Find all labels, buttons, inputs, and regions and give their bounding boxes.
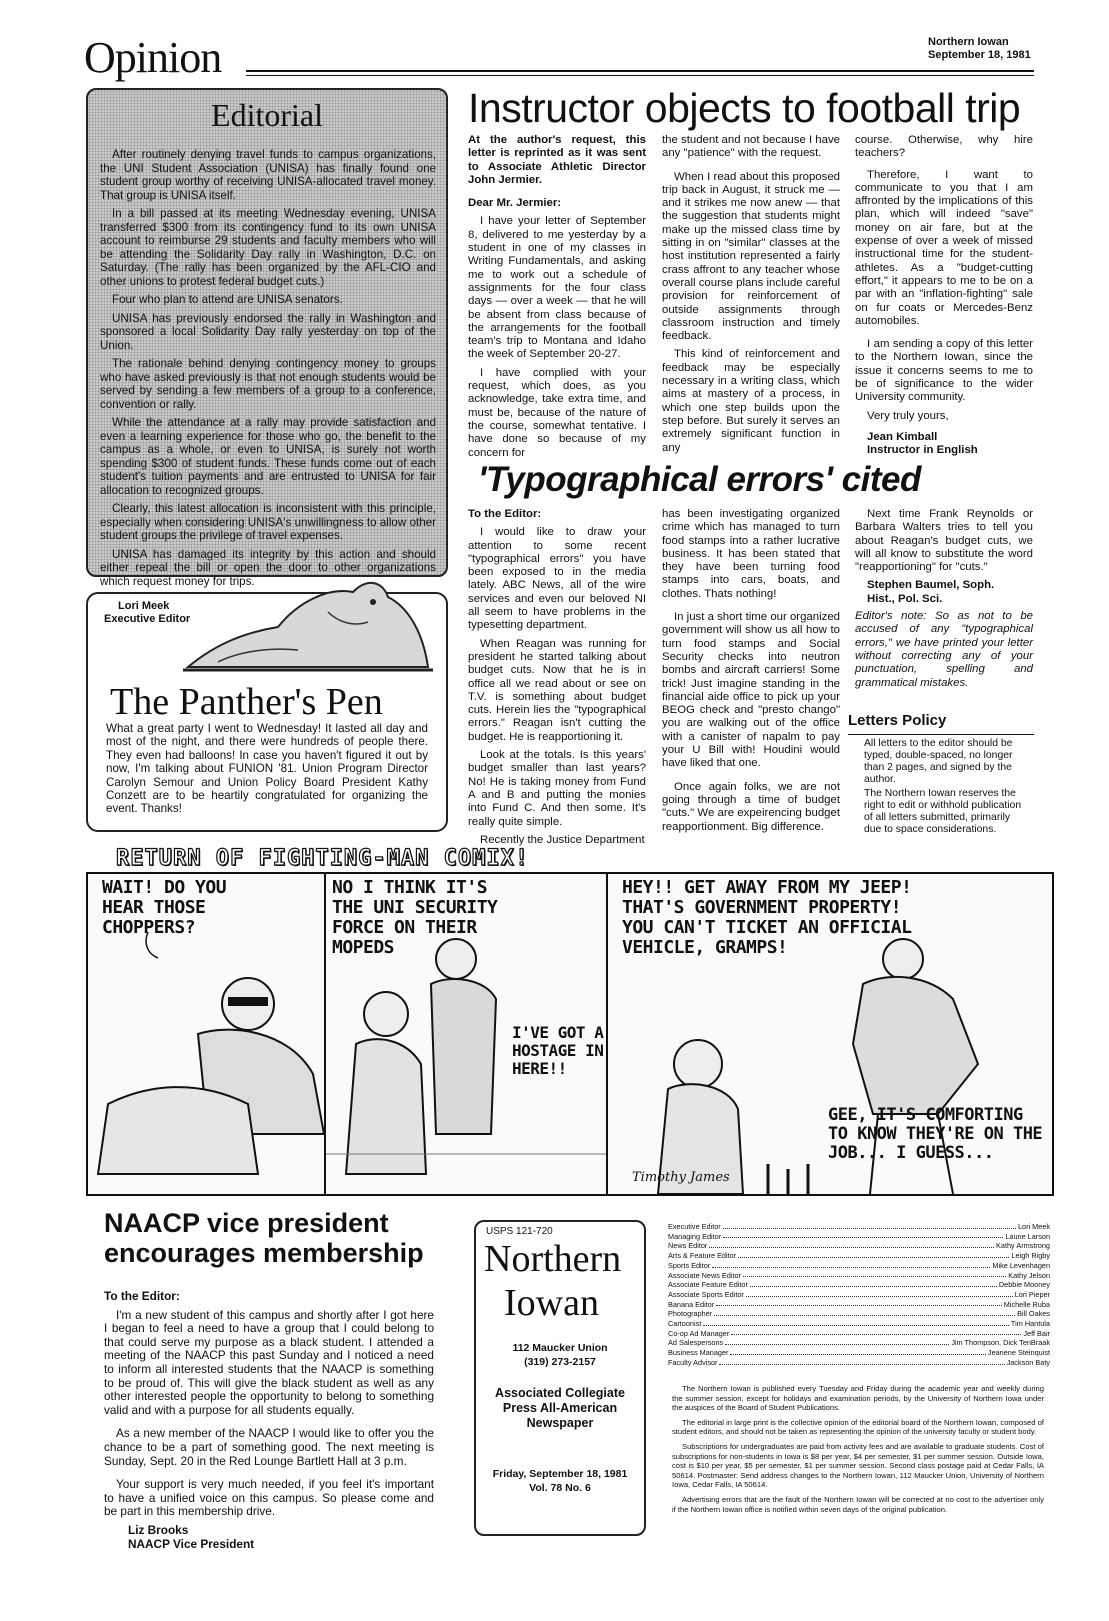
football-signature-title: Instructor in English bbox=[867, 444, 978, 457]
staff-role: Associate Feature Editor bbox=[668, 1280, 748, 1290]
panther-text: What a great party I went to Wednesday! It lasted all day and most of the night, and there were hundreds of people there. They even had balloons! In case you haven't figured it out by now, I'm talking about FUNION '81. Union Program Director Carolyn Semour and Union Policy Board President Kathy Conzett are to be heartily congratulated for organizing the event. Thanks! bbox=[106, 722, 428, 816]
football-intro: At the author's request, this letter is reprinted as it was sent to Associate Athletic Director John Jermier. bbox=[468, 134, 646, 186]
typo-paragraph: In just a short time our organized government will show us all how to turn food stamps and Social Security checks into neutron bombs and aircraft carriers! Some trick! Just imagine standing in the financial aide office to pick up your BEOG check and "presto chango" you are walking out of the office with a canister of napalm to pay your U Bill with! Houdini would have liked that one. bbox=[662, 611, 840, 770]
letters-policy-text-2: The Northern Iowan reserves the right to edit or withhold publication of all letters submitted, primarily due to space considerations. bbox=[864, 788, 1022, 835]
football-signature-name: Jean Kimball bbox=[867, 430, 938, 443]
typo-signature-name: Stephen Baumel, Soph. bbox=[867, 579, 995, 592]
staff-leader-dots bbox=[743, 1271, 1006, 1278]
comic-panel-1-speech: WAIT! DO YOU HEAR THOSE CHOPPERS? bbox=[102, 877, 227, 938]
comic-panel-3-speech: HEY!! GET AWAY FROM MY JEEP! THAT'S GOVERNMENT PROPERTY! YOU CAN'T TICKET AN OFFICIAL VEHICLE, GRAMPS! bbox=[622, 877, 912, 958]
staff-role: Associate News Editor bbox=[668, 1270, 741, 1280]
staff-name: Kathy Jelson bbox=[1008, 1270, 1050, 1280]
football-paragraph: the student and not because I have any "patience" with the request. bbox=[662, 134, 840, 160]
staff-role: Associate Sports Editor bbox=[668, 1289, 744, 1299]
panther-title: The Panther's Pen bbox=[110, 681, 383, 723]
staff-role: Cartoonist bbox=[668, 1319, 702, 1329]
editorial-paragraph: UNISA has previously endorsed the rally in Washington and sponsored a local Solidarity Day rally yesterday on top of the Union. bbox=[100, 311, 436, 352]
typo-column-3 bbox=[855, 508, 1033, 695]
staff-row bbox=[668, 1271, 1050, 1281]
staff-row bbox=[668, 1261, 1050, 1271]
masthead-issue-date: Friday, September 18, 1981 bbox=[492, 1468, 628, 1480]
staff-leader-dots bbox=[703, 1319, 1009, 1326]
football-paragraph: Therefore, I want to communicate to you that I am affronted by the implications of this plan, which will indeed "save" money on air fare, but at the expense of over a week of missed instructional time for the student-athletes. As a "budget-cutting effort," it appears to me to be on a par with an "inflation-fighting" sale on fur coats or Mercedes-Benz automobiles. bbox=[855, 168, 1033, 327]
staff-role: Executive Editor bbox=[668, 1222, 721, 1231]
staff-name: Bill Oakes bbox=[1017, 1309, 1050, 1319]
staff-role: News Editor bbox=[668, 1241, 708, 1251]
comic-artist-signature: Timothy James bbox=[632, 1170, 730, 1185]
typo-editors-note: Editor's note: So as not to be accused of any "typographical errors," we have printed your letter without correcting any of your punctuation, spelling and grammatical mistakes. bbox=[855, 610, 1033, 689]
publication-note: Subscriptions for undergraduates are paid from activity fees and are available to graduate students. Cost of subscriptions for non-students in Iowa is $8 per year, $4 per semester, $1 per summer session. Outside Iowa, cost is $10 per year, $5 per semester, $1 per summer session. Second class postage paid at Cedar Falls, IA 50614. Postmaster: Send address changes to the Northern Iowan, 112 Maucker Union, University of Northern Iowa, Cedar Falls, IA 50614. bbox=[672, 1441, 1044, 1490]
publication-note: Advertising errors that are the fault of the Northern Iowan will be corrected at no cost to the advertiser only if the Northern Iowan office is notified within seven days of the original publication. bbox=[672, 1494, 1044, 1514]
staff-leader-dots bbox=[723, 1222, 1016, 1229]
typo-paragraph: Once again folks, we are not going through a time of budget "cuts." We are expeirencing budget reapportionment. Big difference. bbox=[662, 780, 840, 833]
staff-role: Arts & Feature Editor bbox=[668, 1251, 737, 1261]
editorial-title: Editorial bbox=[211, 97, 323, 133]
staff-name: Laurie Larson bbox=[1005, 1231, 1050, 1241]
staff-role: Ad Salespersons bbox=[668, 1338, 724, 1348]
staff-list bbox=[668, 1222, 1050, 1368]
naacp-paragraph: Your support is very much needed, if you feel it's important to have a unified voice on this campus. So please come and be part in this membership drive. bbox=[104, 1477, 434, 1519]
staff-leader-dots bbox=[719, 1358, 1004, 1365]
typo-paragraph: Look at the totals. Is this years' budget smaller than last years? No! He is taking money from Fund A and B and putting the monies into Fund C. And then some. It's really quite simple. bbox=[468, 749, 646, 828]
editorial-paragraph: Clearly, this latest allocation is inconsistent with this principle, especially when considering UNISA's unwillingness to allow other student groups the privilege of travel expenses. bbox=[100, 502, 436, 542]
staff-name: Jeanene Steinquist bbox=[987, 1348, 1050, 1358]
staff-row bbox=[668, 1280, 1050, 1290]
typo-paragraph: When Reagan was running for president he started talking about budget cuts. Now that he is in office all we read about or see on T.V. is something about budget cuts. Herein lies the "typographical errors." Reagan isn't cutting the budget. He is reapportioning it. bbox=[468, 637, 646, 743]
panther-illustration bbox=[178, 572, 438, 682]
staff-leader-dots bbox=[746, 1290, 1013, 1297]
football-paragraph: I am sending a copy of this letter to the Northern Iowan, since the issue it concerns seems to me to be of significance to the wider University community. bbox=[855, 338, 1033, 404]
typo-paragraph: Next time Frank Reynolds or Barbara Walters tries to tell you about Reagan's budget cuts, we will all know to substitute the word "reapportioning" for "cuts." bbox=[855, 508, 1033, 574]
editorial-body bbox=[100, 148, 436, 593]
editorial-paragraph: Four who plan to attend are UNISA senators. bbox=[112, 293, 343, 306]
letters-policy-text-1: All letters to the editor should be typed, double-spaced, no longer than 2 pages, and signed by the author. bbox=[864, 738, 1013, 785]
football-paragraph: This kind of reinforcement and feedback may be especially necessary in a writing class, which aims at mastery of a process, in which one step builds upon the step before. But surely it serves an extremely significant function in any bbox=[662, 348, 840, 454]
staff-role: Banana Editor bbox=[668, 1299, 715, 1309]
masthead-affiliation: Associated Collegiate Press All-American Newspaper bbox=[495, 1386, 625, 1430]
staff-role: Sports Editor bbox=[668, 1260, 711, 1270]
masthead-phone: (319) 273-2157 bbox=[524, 1356, 596, 1368]
staff-row bbox=[668, 1348, 1050, 1358]
masthead-usps: USPS 121-720 bbox=[486, 1226, 553, 1237]
comic-panel-1 bbox=[86, 872, 326, 1196]
header-rule-thin bbox=[246, 75, 1034, 76]
naacp-paragraph: I'm a new student of this campus and shortly after I got here I began to feel a need to have a group that I could belong to that could serve my purpose as a black student. I attended a meeting of the NAACP this past Sunday and I noticed a need to inform all interested students that the NAACP is something to be proud of. This will give the black student as well as any other interested people the opportunity to belong to something valid and with a purpose for all students equally. bbox=[104, 1307, 434, 1417]
comic-panel-3 bbox=[606, 872, 1054, 1196]
editorial-paragraph: The rationale behind denying contingency money to groups who have asked previously is that not enough students would be served by sending a few members of a group to a conference, convention or rally. bbox=[100, 357, 436, 411]
staff-row bbox=[668, 1329, 1050, 1339]
staff-leader-dots bbox=[730, 1348, 985, 1355]
football-column-3 bbox=[855, 134, 1033, 458]
typo-column-1 bbox=[468, 508, 646, 852]
staff-leader-dots bbox=[709, 1241, 994, 1248]
staff-name: Jackson Baty bbox=[1006, 1357, 1050, 1367]
staff-leader-dots bbox=[714, 1309, 1015, 1316]
header-date: September 18, 1981 bbox=[928, 49, 1031, 61]
comic-panel-2-speech: NO I THINK IT'S THE UNI SECURITY FORCE ON THEIR MOPEDS bbox=[332, 877, 498, 958]
staff-row bbox=[668, 1300, 1050, 1310]
publication-notes bbox=[672, 1384, 1044, 1514]
panther-byline-role: Executive Editor bbox=[104, 613, 191, 625]
letters-policy-box bbox=[848, 706, 1034, 836]
staff-name: Leigh Rigby bbox=[1011, 1251, 1050, 1261]
naacp-to: To the Editor: bbox=[104, 1289, 180, 1303]
naacp-signature-name: Liz Brooks bbox=[128, 1522, 189, 1537]
typo-paragraph: Recently the Justice Department bbox=[480, 833, 645, 846]
masthead-name-line-1: Northern bbox=[484, 1238, 622, 1280]
publication-note: The editorial in large print is the collective opinion of the editorial board of the Northern Iowan, composed of student editors, and should not be taken as representing the opinion of the university faculty or student body. bbox=[672, 1417, 1044, 1437]
masthead-box bbox=[474, 1220, 646, 1536]
naacp-headline: NAACP vice president encourages membership bbox=[104, 1208, 424, 1268]
staff-name: Tim Hantula bbox=[1010, 1319, 1050, 1329]
football-column-1 bbox=[468, 134, 646, 465]
comic-panel-2-speech-2: I'VE GOT A HOSTAGE IN HERE!! bbox=[512, 1023, 604, 1078]
staff-role: Co-op Ad Manager bbox=[668, 1328, 730, 1338]
football-paragraph: When I read about this proposed trip back in August, it struck me — and it strikes me now anew — that the suggestion that students might make up the missed class time by sitting in on "similar" classes at the host institution represented a fairly crass affront to any teacher whose overall course plans include careful provision for reinforcement of outside assignments through classroom instruction and timely feedback. bbox=[662, 170, 840, 343]
header-rule bbox=[246, 70, 1034, 72]
staff-name: Lori Meek bbox=[1017, 1222, 1050, 1231]
staff-leader-dots bbox=[750, 1280, 997, 1287]
staff-leader-dots bbox=[738, 1251, 1009, 1258]
staff-row bbox=[668, 1319, 1050, 1329]
staff-row bbox=[668, 1309, 1050, 1319]
staff-name: Michelle Ruba bbox=[1003, 1299, 1050, 1309]
editorial-box bbox=[86, 88, 448, 588]
staff-role: Photographer bbox=[668, 1309, 713, 1319]
letters-policy-rule bbox=[848, 734, 1034, 735]
panthers-pen-box bbox=[86, 592, 448, 832]
staff-role: Managing Editor bbox=[668, 1231, 722, 1241]
staff-row bbox=[668, 1241, 1050, 1251]
typo-paragraph: I would like to draw your attention to some recent "typographical errors" you have been exposed to in the media lately. ABC News, all of the wire services and even our beloved NI all seem to have problems in the typesetting department. bbox=[468, 526, 646, 632]
editorial-paragraph: While the attendance at a rally may provide satisfaction and even a learning experience for those who go, the benefit to the campus as a whole, or even to UNISA, is surely not worth spending $300 of student funds. These funds come out of each student's tuition payments and are entrusted to UNISA for fair allocation to recognized groups. bbox=[100, 416, 436, 497]
naacp-signature-title: NAACP Vice President bbox=[128, 1536, 255, 1551]
staff-row bbox=[668, 1358, 1050, 1368]
naacp-body bbox=[104, 1290, 434, 1551]
comic-panel-2 bbox=[324, 872, 608, 1196]
header-paper-name: Northern Iowan bbox=[928, 36, 1009, 48]
staff-name: Jim Thompson, Dick TenBraak bbox=[951, 1338, 1050, 1348]
staff-row bbox=[668, 1338, 1050, 1348]
typo-paragraph: has been investigating organized crime which has managed to turn food stamps into a rather lucrative business. It has been stated that they have been turning food stamps into cars, boats, and clothes. Thats nothing! bbox=[662, 508, 840, 600]
staff-name: Jeff Bair bbox=[1023, 1328, 1050, 1338]
football-column-2 bbox=[662, 134, 840, 460]
staff-row bbox=[668, 1232, 1050, 1242]
staff-role: Faculty Advisor bbox=[668, 1357, 718, 1367]
typo-headline: 'Typographical errors' cited bbox=[478, 460, 921, 499]
staff-name: Mike Levenhagen bbox=[992, 1260, 1050, 1270]
staff-role: Business Manager bbox=[668, 1348, 729, 1358]
staff-leader-dots bbox=[725, 1338, 949, 1345]
staff-leader-dots bbox=[712, 1261, 990, 1268]
staff-row bbox=[668, 1290, 1050, 1300]
panther-byline-name: Lori Meek bbox=[118, 600, 170, 612]
staff-name: Debbie Mooney bbox=[998, 1280, 1050, 1290]
staff-name: Lori Pieper bbox=[1014, 1289, 1050, 1299]
typo-signature-dept: Hist., Pol. Sci. bbox=[867, 592, 943, 605]
staff-leader-dots bbox=[731, 1329, 1021, 1336]
staff-leader-dots bbox=[723, 1232, 1003, 1239]
section-title: Opinion bbox=[84, 33, 222, 82]
football-closing: Very truly yours, bbox=[867, 409, 949, 422]
football-paragraph: I have complied with your request, which does, as you acknowledge, take extra time, and must be, because of the nature of the course, somewhat tentative. I have done so because of my concern for bbox=[468, 366, 646, 459]
football-paragraph: course. Otherwise, why hire teachers? bbox=[855, 134, 1033, 160]
comic-panel-3-speech-2: GEE, IT'S COMFORTING TO KNOW THEY'RE ON THE JOB... I GUESS... bbox=[828, 1105, 1043, 1163]
editorial-paragraph: In a bill passed at its meeting Wednesday evening, UNISA transferred $300 from its contingency fund to its own UNISA account to reimburse 29 students and faculty members who will be attending the Solidarity Day rally in Washington, D.C. on Saturday. (The rally has been organized by the AFL-CIO and other unions to protest federal budget cuts.) bbox=[100, 207, 436, 288]
naacp-paragraph: As a new member of the NAACP I would like to offer you the chance to be a part of something good. The next meeting is Sunday, Sept. 20 in the Red Lounge Bartlett Hall at 3 p.m. bbox=[104, 1426, 434, 1468]
staff-leader-dots bbox=[716, 1300, 1002, 1307]
masthead-address: 112 Maucker Union bbox=[512, 1342, 608, 1354]
letters-policy-title: Letters Policy bbox=[848, 712, 947, 729]
football-salutation: Dear Mr. Jermier: bbox=[468, 197, 562, 210]
football-paragraph: I have your letter of September 8, delivered to me yesterday by a student in one of my classes in Writing Fundamentals, and asking me to work out a schedule of assignments for the four class days — over a week — that he will be absent from class because of the arrangements for the football team's trip to Montana and Idaho the week of September 20-27. bbox=[468, 215, 646, 361]
staff-name: Kathy Armstrong bbox=[996, 1241, 1050, 1251]
masthead-volume: Vol. 78 No. 6 bbox=[529, 1482, 591, 1494]
editorial-paragraph: UNISA has damaged its integrity by this action and should either repeal the bill or open the door to other organizations which request money for trips. bbox=[100, 547, 436, 588]
staff-row bbox=[668, 1251, 1050, 1261]
typo-to: To the Editor: bbox=[468, 508, 542, 520]
staff-row bbox=[668, 1222, 1050, 1232]
typo-column-2 bbox=[662, 508, 840, 839]
editorial-paragraph: After routinely denying travel funds to campus organizations, the UNI Student Association (UNISA) has finally found one student group worthy of receiving UNISA-allocated travel money. That group is UNISA itself. bbox=[100, 148, 436, 202]
comic-title: RETURN OF FIGHTING-MAN COMIX! bbox=[116, 846, 530, 871]
publication-note: The Northern Iowan is published every Tuesday and Friday during the academic year and weekly during the summer session, except for holidays and examination periods, by the University of Northern Iowa under the auspices of the Board of Student Publications. bbox=[672, 1384, 1044, 1413]
masthead-name-line-2: Iowan bbox=[504, 1282, 599, 1324]
football-headline: Instructor objects to football trip bbox=[468, 85, 1021, 131]
comic-strip bbox=[86, 846, 1052, 1196]
